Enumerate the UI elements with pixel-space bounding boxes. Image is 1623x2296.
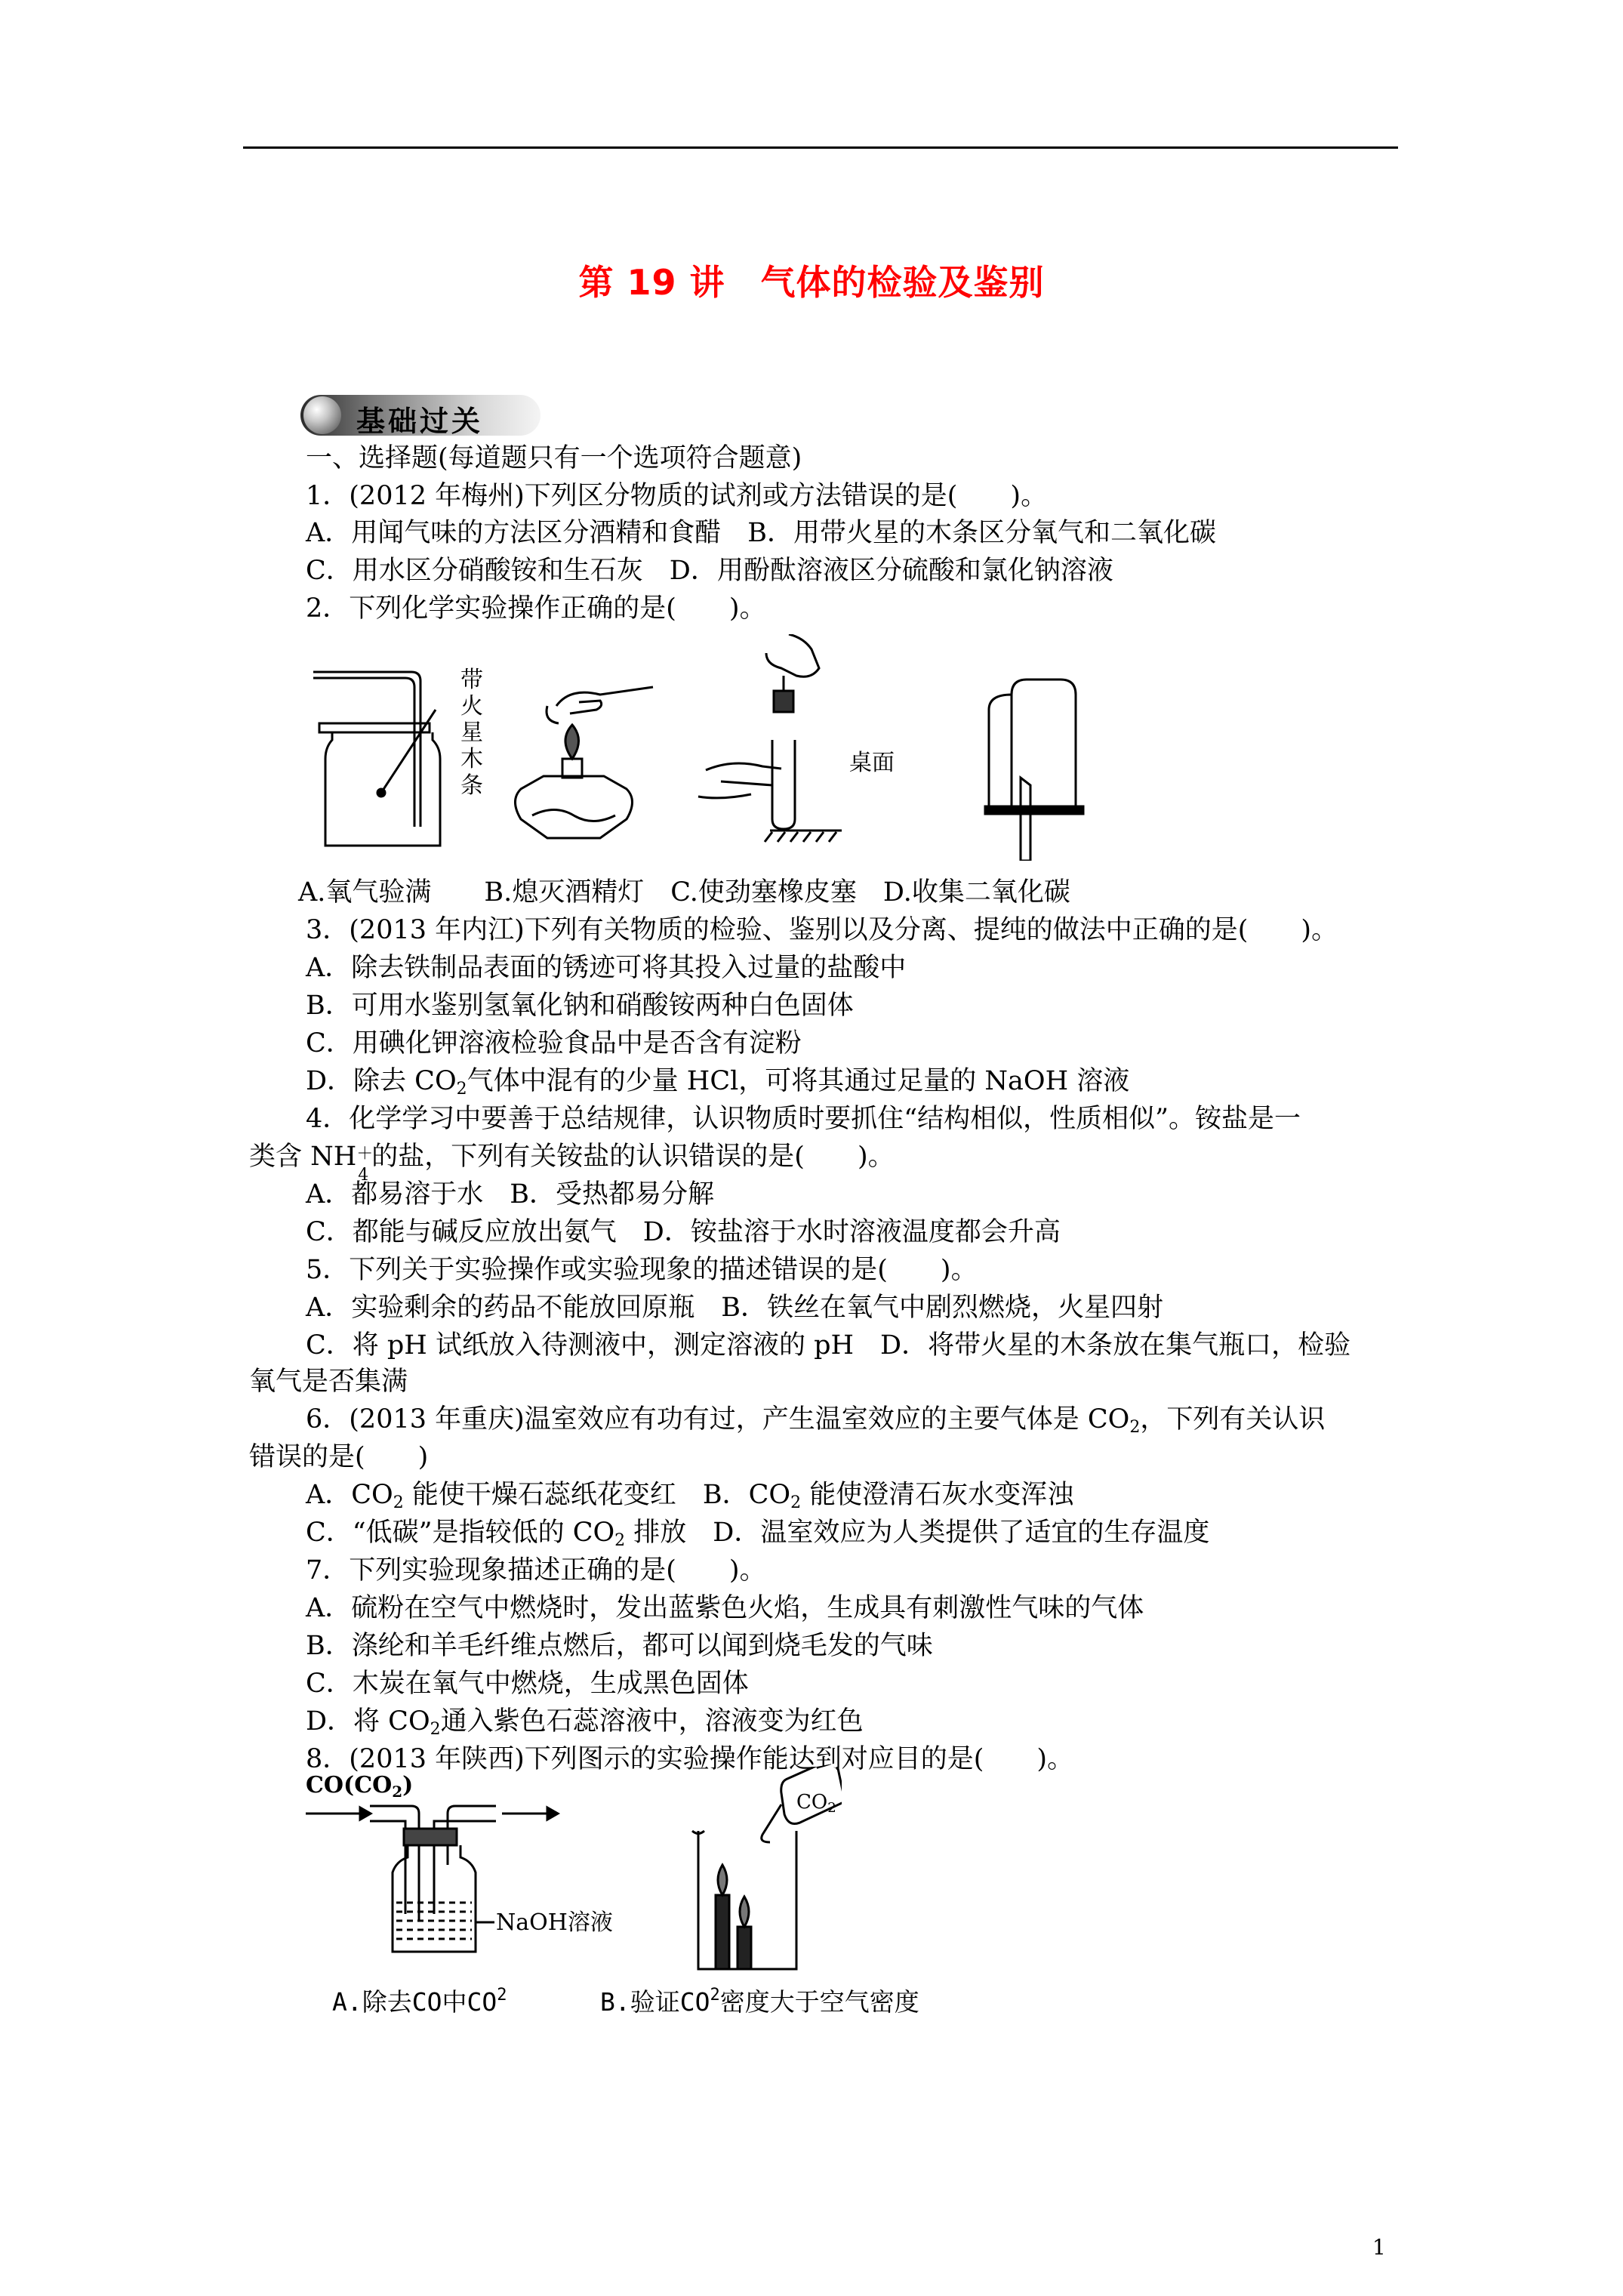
q5-options-ab: A．实验剩余的药品不能放回原瓶 B．铁丝在氧气中剧烈燃烧，火星四射 [306,1293,1163,1323]
q1-stem: 1．(2012 年梅州)下列区分物质的试剂或方法错误的是( )。 [306,481,1048,511]
q6-line1: 6．(2013 年重庆)温室效应有功有过，产生温室效应的主要气体是 $CO_2$，下列有关认识 [306,1404,1326,1437]
q7-option-d: D．将 $CO_2$通入紫色石蕊溶液中，溶液变为红色 [306,1706,864,1739]
q4-line2: 类含 NH ＋ 4 的盐，下列有关铵盐的认识错误的是( )。 [249,1142,895,1185]
q3-option-a: A．除去铁制品表面的锈迹可将其投入过量的盐酸中 [306,953,907,983]
q6-options-cd: C．“低碳”是指较低的 $CO_2$ 排放 D．温室效应为人类提供了适宜的生存温度 [306,1518,1210,1550]
q8-figure [298,1767,842,1986]
q2-figure [298,634,1098,861]
fig-a-char-0: 带 [460,667,483,693]
q8-stem: 8．(2013 年陕西)下列图示的实验操作能达到对应目的是( )。 [306,1744,1074,1774]
fig-a-solution-label: NaOH溶液 [496,1909,613,1936]
q1-options-cd: C．用水区分硝酸铵和生石灰 D．用酚酞溶液区分硫酸和氯化钠溶液 [306,556,1113,586]
q2-stem: 2．下列化学实验操作正确的是( )。 [306,593,766,624]
fig-a-char-1: 火 [460,693,483,720]
q7-stem: 7．下列实验现象描述正确的是( )。 [306,1555,766,1586]
q3-option-b: B．可用水鉴别氢氧化钠和硝酸铵两种白色固体 [306,991,854,1021]
fig-oxygen-jar [313,672,440,846]
fig-c-desk-label: 桌面 [849,750,895,776]
fig-a-char-3: 木 [460,746,483,772]
fig-alcohol-lamp [516,687,654,838]
q7-option-a: A．硫粉在空气中燃烧时，发出蓝紫色火焰，生成具有刺激性气味的气体 [306,1593,1144,1623]
q7-option-b: B．涤纶和羊毛纤维点燃后，都可以闻到烧毛发的气味 [306,1631,933,1661]
page-title: 第 19 讲 气体的检验及鉴别 [578,262,1045,303]
fig-test-tube [698,634,842,842]
q5-options-cd2: 氧气是否集满 [249,1367,408,1397]
q2-options: A.氧气验满 B.熄灭酒精灯 C.使劲塞橡皮塞 D.收集二氧化碳 [298,877,1070,908]
q1-options-ab: A．用闻气味的方法区分酒精和食醋 B．用带火星的木条区分氧气和二氧化碳 [306,518,1216,548]
section-heading: 一、选择题(每道题只有一个选项符合题意) [306,443,802,473]
q8-caption-a: A.除去CO中$CO^2$ [332,1986,507,2017]
page-number: 1 [1372,2235,1386,2260]
q3-stem: 3．(2013 年内江)下列有关物质的检验、鉴别以及分离、提纯的做法中正确的是( )。 [306,915,1338,945]
badge-ball-icon [303,396,341,434]
q5-stem: 5．下列关于实验操作或实验现象的描述错误的是( )。 [306,1255,978,1285]
fig-a-gas-label: $CO(CO_2)$ [306,1772,414,1801]
section-label: 基础过关 [356,405,484,438]
q3-option-d: D．除去 $CO_2$气体中混有的少量 HCl，可将其通过足量的 NaOH 溶液 [306,1066,1130,1099]
fig-a-char-4: 条 [460,772,483,799]
q3-option-c: C．用碘化钾溶液检验食品中是否含有淀粉 [306,1028,802,1059]
q6-line2: 错误的是( ) [249,1442,429,1472]
q6-options-ab: A．$CO_2$ 能使干燥石蕊纸花变红 B．$CO_2$ 能使澄清石灰水变浑浊 [306,1480,1074,1512]
section-badge [300,395,542,437]
fig-collect-jar [985,680,1083,861]
q8-caption-b: B.验证$CO^2$密度大于空气密度 [600,1986,919,2017]
q4-line1: 4．化学学习中要善于总结规律，认识物质时要抓住“结构相似，性质相似”。铵盐是一 [306,1104,1301,1134]
q7-option-c: C．木炭在氧气中燃烧，生成黑色固体 [306,1669,749,1699]
q4-options-ab: A．都易溶于水 B．受热都易分解 [306,1179,714,1210]
fig-b-bottle-label: CO2 [796,1791,836,1816]
header-rule [243,146,1398,149]
fig-a-char-2: 星 [460,720,483,746]
q5-options-cd1: C．将 pH 试纸放入待测液中，测定溶液的 pH D．将带火星的木条放在集气瓶口，检验 [306,1330,1351,1361]
q4-options-cd: C．都能与碱反应放出氨气 D．铵盐溶于水时溶液温度都会升高 [306,1217,1061,1247]
